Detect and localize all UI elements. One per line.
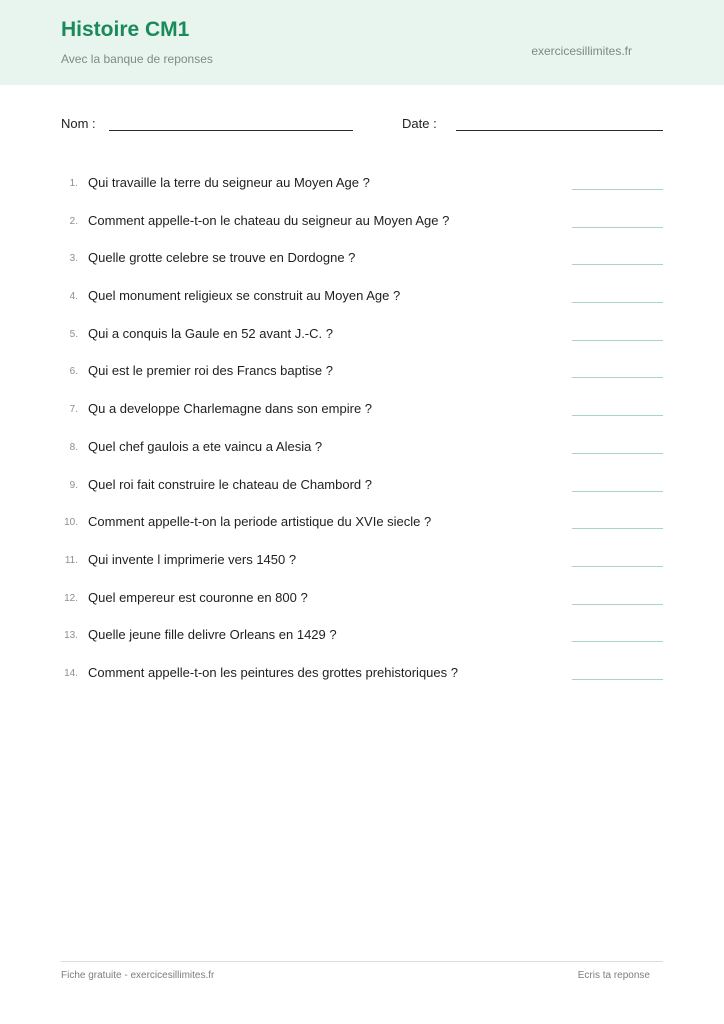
question-text: Qui a conquis la Gaule en 52 avant J.-C. ? — [88, 325, 333, 341]
question-row — [0, 363, 724, 401]
question-text: Quel chef gaulois a ete vaincu a Alesia ? — [88, 438, 323, 454]
question-row — [0, 175, 724, 213]
question-text: Comment appelle-t-on la periode artistique du XVIe siecle ? — [88, 514, 432, 530]
question-number: 14. — [64, 667, 78, 679]
question-text: Qu a developpe Charlemagne dans son empire ? — [88, 401, 373, 417]
answer-line[interactable] — [572, 491, 663, 492]
site-name: exercicesillimites.fr — [531, 44, 632, 58]
answer-line[interactable] — [572, 377, 663, 378]
question-row — [0, 439, 724, 477]
answer-line[interactable] — [572, 415, 663, 416]
question-text: Comment appelle-t-on les peintures des grottes prehistoriques ? — [88, 664, 458, 680]
footer-divider — [61, 961, 663, 962]
question-number: 4. — [69, 291, 78, 303]
question-text: Quelle jeune fille delivre Orleans en 1429 ? — [88, 627, 337, 643]
answer-line[interactable] — [572, 264, 663, 265]
answer-line[interactable] — [572, 528, 663, 529]
question-number: 1. — [69, 178, 78, 189]
answer-line[interactable] — [572, 453, 663, 454]
question-row — [0, 213, 724, 251]
question-number: 9. — [69, 479, 78, 491]
question-text: Quel roi fait construire le chateau de Chambord ? — [88, 476, 372, 492]
question-row — [0, 250, 724, 288]
date-field[interactable] — [456, 130, 663, 131]
question-number: 5. — [69, 328, 78, 340]
page-title: Histoire CM1 — [61, 18, 190, 41]
question-row — [0, 401, 724, 439]
footer-source: Fiche gratuite - exercicesillimites.fr — [61, 970, 215, 981]
question-row — [0, 552, 724, 590]
answer-line[interactable] — [572, 189, 663, 190]
name-label: Nom : — [61, 116, 96, 131]
question-text: Quelle grotte celebre se trouve en Dordogne ? — [88, 250, 356, 266]
answer-line[interactable] — [572, 227, 663, 228]
question-number: 8. — [69, 441, 78, 453]
answer-line[interactable] — [572, 340, 663, 341]
header-band — [0, 0, 724, 85]
question-text: Qui travaille la terre du seigneur au Moyen Age ? — [88, 175, 370, 190]
question-number: 12. — [64, 592, 78, 604]
name-field[interactable] — [109, 130, 353, 131]
question-number: 2. — [69, 215, 78, 227]
page-subtitle: Avec la banque de reponses — [61, 52, 213, 66]
question-number: 13. — [64, 630, 78, 642]
answer-line[interactable] — [572, 604, 663, 605]
question-number: 11. — [64, 554, 78, 566]
question-row — [0, 477, 724, 515]
question-row — [0, 326, 724, 364]
answer-line[interactable] — [572, 566, 663, 567]
question-list — [0, 175, 724, 703]
question-row — [0, 665, 724, 703]
question-number: 3. — [69, 253, 78, 265]
question-text: Quel empereur est couronne en 800 ? — [88, 589, 308, 605]
answer-line[interactable] — [572, 679, 663, 680]
question-text: Qui invente l imprimerie vers 1450 ? — [88, 551, 297, 567]
question-row — [0, 627, 724, 665]
question-row — [0, 514, 724, 552]
footer-instruction: Ecris ta reponse — [577, 970, 650, 981]
question-row — [0, 288, 724, 326]
question-row — [0, 590, 724, 628]
question-text: Quel monument religieux se construit au Moyen Age ? — [88, 288, 401, 304]
question-number: 10. — [64, 517, 78, 529]
question-number: 7. — [69, 404, 78, 416]
date-label: Date : — [402, 116, 437, 131]
answer-line[interactable] — [572, 641, 663, 642]
question-number: 6. — [69, 366, 78, 378]
question-text: Qui est le premier roi des Francs baptise ? — [88, 363, 333, 379]
answer-line[interactable] — [572, 302, 663, 303]
question-text: Comment appelle-t-on le chateau du seigneur au Moyen Age ? — [88, 212, 450, 228]
